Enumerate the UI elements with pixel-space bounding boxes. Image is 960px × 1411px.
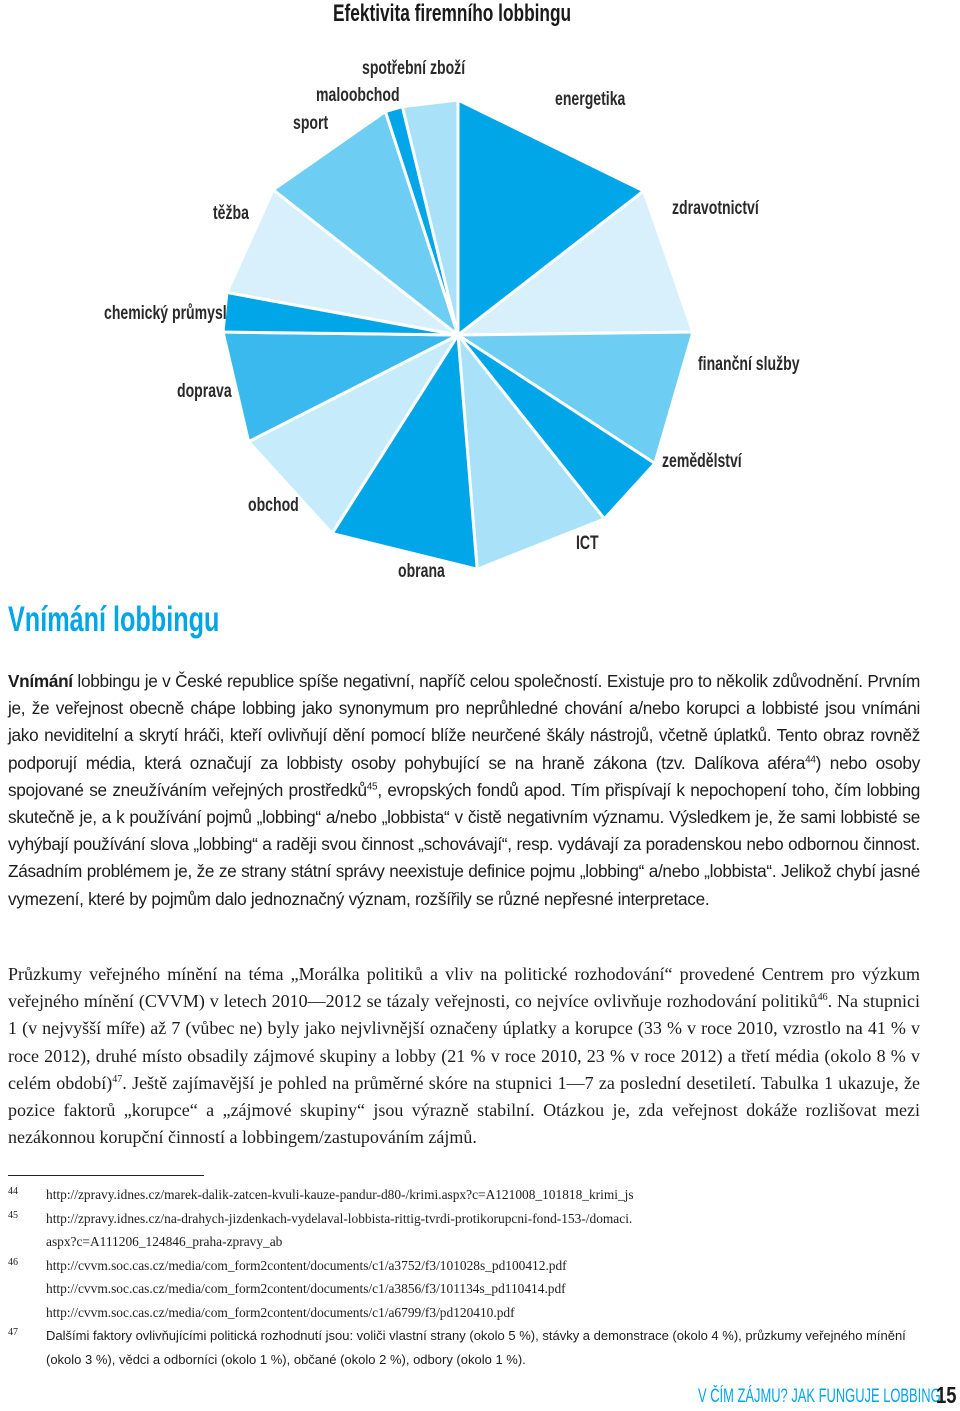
footnote-text: Dalšími faktory ovlivňujícími politická rozhodnutí jsou: voliči vlastní strany (okolo 5 %), stávky a demonstrace (okolo 4 %), průzkumy veřejného mínění (okolo 3 %), vědci a odborníci (okolo 1 %), občané (okolo 2 %), odbory (okolo 1 %). (46, 1328, 906, 1367)
footnote-46 (8, 1254, 920, 1325)
page-number: 15 (936, 1382, 957, 1408)
slice-label-sport: sport (293, 113, 329, 134)
slice-label-financni-sluzby: finanční služby (698, 354, 800, 375)
slice-label-doprava: doprava (177, 381, 232, 402)
slice-label-ict: ICT (576, 533, 599, 554)
slice-label-zemedelstvi: zemědělství (662, 451, 742, 472)
footer-publication-title: V ČÍM ZÁJMU? JAK FUNGUJE LOBBING (698, 1386, 941, 1407)
footnote-ref-44: 44 (805, 753, 816, 765)
paragraph-surveys (8, 961, 920, 1151)
footnotes (8, 1183, 920, 1371)
footnote-divider (8, 1175, 204, 1176)
footnote-link[interactable]: http://zpravy.idnes.cz/na-drahych-jizdenkach-vydelaval-lobbista-rittig-tvrdi-protikorupcni-fond-153-/domaci. (46, 1210, 633, 1226)
slice-label-tezba: těžba (213, 203, 249, 224)
footnote-45 (8, 1207, 920, 1254)
slice-label-obchod: obchod (248, 495, 299, 516)
footnote-number: 44 (8, 1186, 18, 1197)
paragraph-perception (8, 668, 920, 913)
paragraph-text: lobbingu je v České republice spíše negativní, napříč celou společností. Existuje pro to několik zdůvodnění. Prvním je, že veřejnost obecně chápe lobbing jako synonymum pro neprůhledné chování a/nebo korupci a lobbisté jsou vnímáni jako neviditelní a skrytí hráči, kteří ovlivňují dění pomocí blíže neurčené škály nástrojů, včetně úplatků. Tento obraz rovněž podporují média, která označují za lobbisty osoby pohybující se na hraně zákona (tzv. Dalíkova aféra (8, 671, 920, 773)
footnote-47 (8, 1324, 920, 1371)
slice-label-energetika: energetika (555, 89, 626, 110)
footnote-link[interactable]: http://cvvm.soc.cas.cz/media/com_form2content/documents/c1/a3752/f3/101028s_pd100412.pdf (46, 1257, 567, 1273)
footnote-link[interactable]: http://cvvm.soc.cas.cz/media/com_form2content/documents/c1/a6799/f3/pd120410.pdf (46, 1304, 515, 1320)
slice-label-zdravotnictvi: zdravotnictví (672, 198, 759, 219)
footnote-link[interactable]: http://cvvm.soc.cas.cz/media/com_form2content/documents/c1/a3856/f3/101134s_pd110414.pdf (46, 1281, 566, 1296)
slice-label-spotrebni-zbozi: spotřební zboží (362, 58, 466, 79)
chart-title: Efektivita firemního lobbingu (333, 0, 572, 27)
footnote-number: 46 (8, 1256, 18, 1268)
footnote-link-continued[interactable]: aspx?c=A111206_124846_praha-zpravy_ab (46, 1234, 283, 1249)
footnote-44 (8, 1183, 920, 1207)
footnote-number: 47 (8, 1327, 18, 1338)
footnote-ref-46: 46 (817, 992, 828, 1004)
section-heading: Vnímání lobbingu (8, 600, 220, 639)
slice-label-maloobchod: maloobchod (316, 85, 400, 106)
paragraph-lead: Vnímání (8, 671, 73, 691)
paragraph-text: . Ještě zajímavější je pohled na průměrné skóre na stupnici 1—7 za poslední desetiletí. Tabulka 1 ukazuje, že pozice faktorů „korupce“ a „zájmové skupiny“ jsou výrazně stabilní. Otázkou je, zda veřejnost dokáže rozlišovat mezi nezákonnou korupční činností a lobbingem/zastupováním zájmů. (8, 1072, 920, 1148)
footnote-ref-47: 47 (112, 1073, 123, 1085)
paragraph-text: ) nebo osoby spojované se zneužíváním veřejných prostředků (8, 752, 920, 800)
footnote-number: 45 (8, 1209, 18, 1221)
slice-label-chemicky-prumysl: chemický průmysl (104, 303, 227, 324)
footnote-link[interactable]: http://zpravy.idnes.cz/marek-dalik-zatcen-kvuli-kauze-pandur-d80-/krimi.aspx?c=A121008_101818_krimi_js (46, 1187, 634, 1202)
paragraph-text: . Na stupnici 1 (v nejvyšší míře) až 7 (vůbec ne) byly jako nejvlivnější označeny úplatky a korupce (33 % v roce 2010, vzrostlo na 41 % v roce 2012), druhé místo obsadily zájmové skupiny a lobby (21 % v roce 2010, 23 % v roce 2012) a třetí média (okolo 8 % v celém období) (8, 991, 920, 1093)
footnote-ref-45: 45 (366, 781, 378, 793)
paragraph-text: , evropských fondů apod. Tím přispívají k nepochopení toho, čím lobbing skutečně je, a k používání pojmů „lobbing“ a/nebo „lobbista“ v čistě negativním významu. Výsledkem je, že sami lobbisté se vyhýbají používání slova „lobbing“ a raději svou činnost „schovávají“, resp. vydávají za poradenskou nebo odbornou činnost. Zásadním problémem je, že ze strany státní správy neexistuje definice pojmu „lobbing“ a/nebo „lobbista“. Jelikož chybí jasné vymezení, které by pojmům dalo jednoznačný význam, rozšířily se různé nepřesné interpretace. (8, 779, 920, 909)
paragraph-text: Průzkumy veřejného mínění na téma „Morálka politiků a vliv na politické rozhodování“ provedené Centrem pro výzkum veřejného mínění (CVVM) v letech 2010—2012 se tázaly veřejnosti, co nejvíce ovlivňuje rozhodování politiků (8, 964, 920, 1012)
slice-label-obrana: obrana (398, 561, 445, 582)
